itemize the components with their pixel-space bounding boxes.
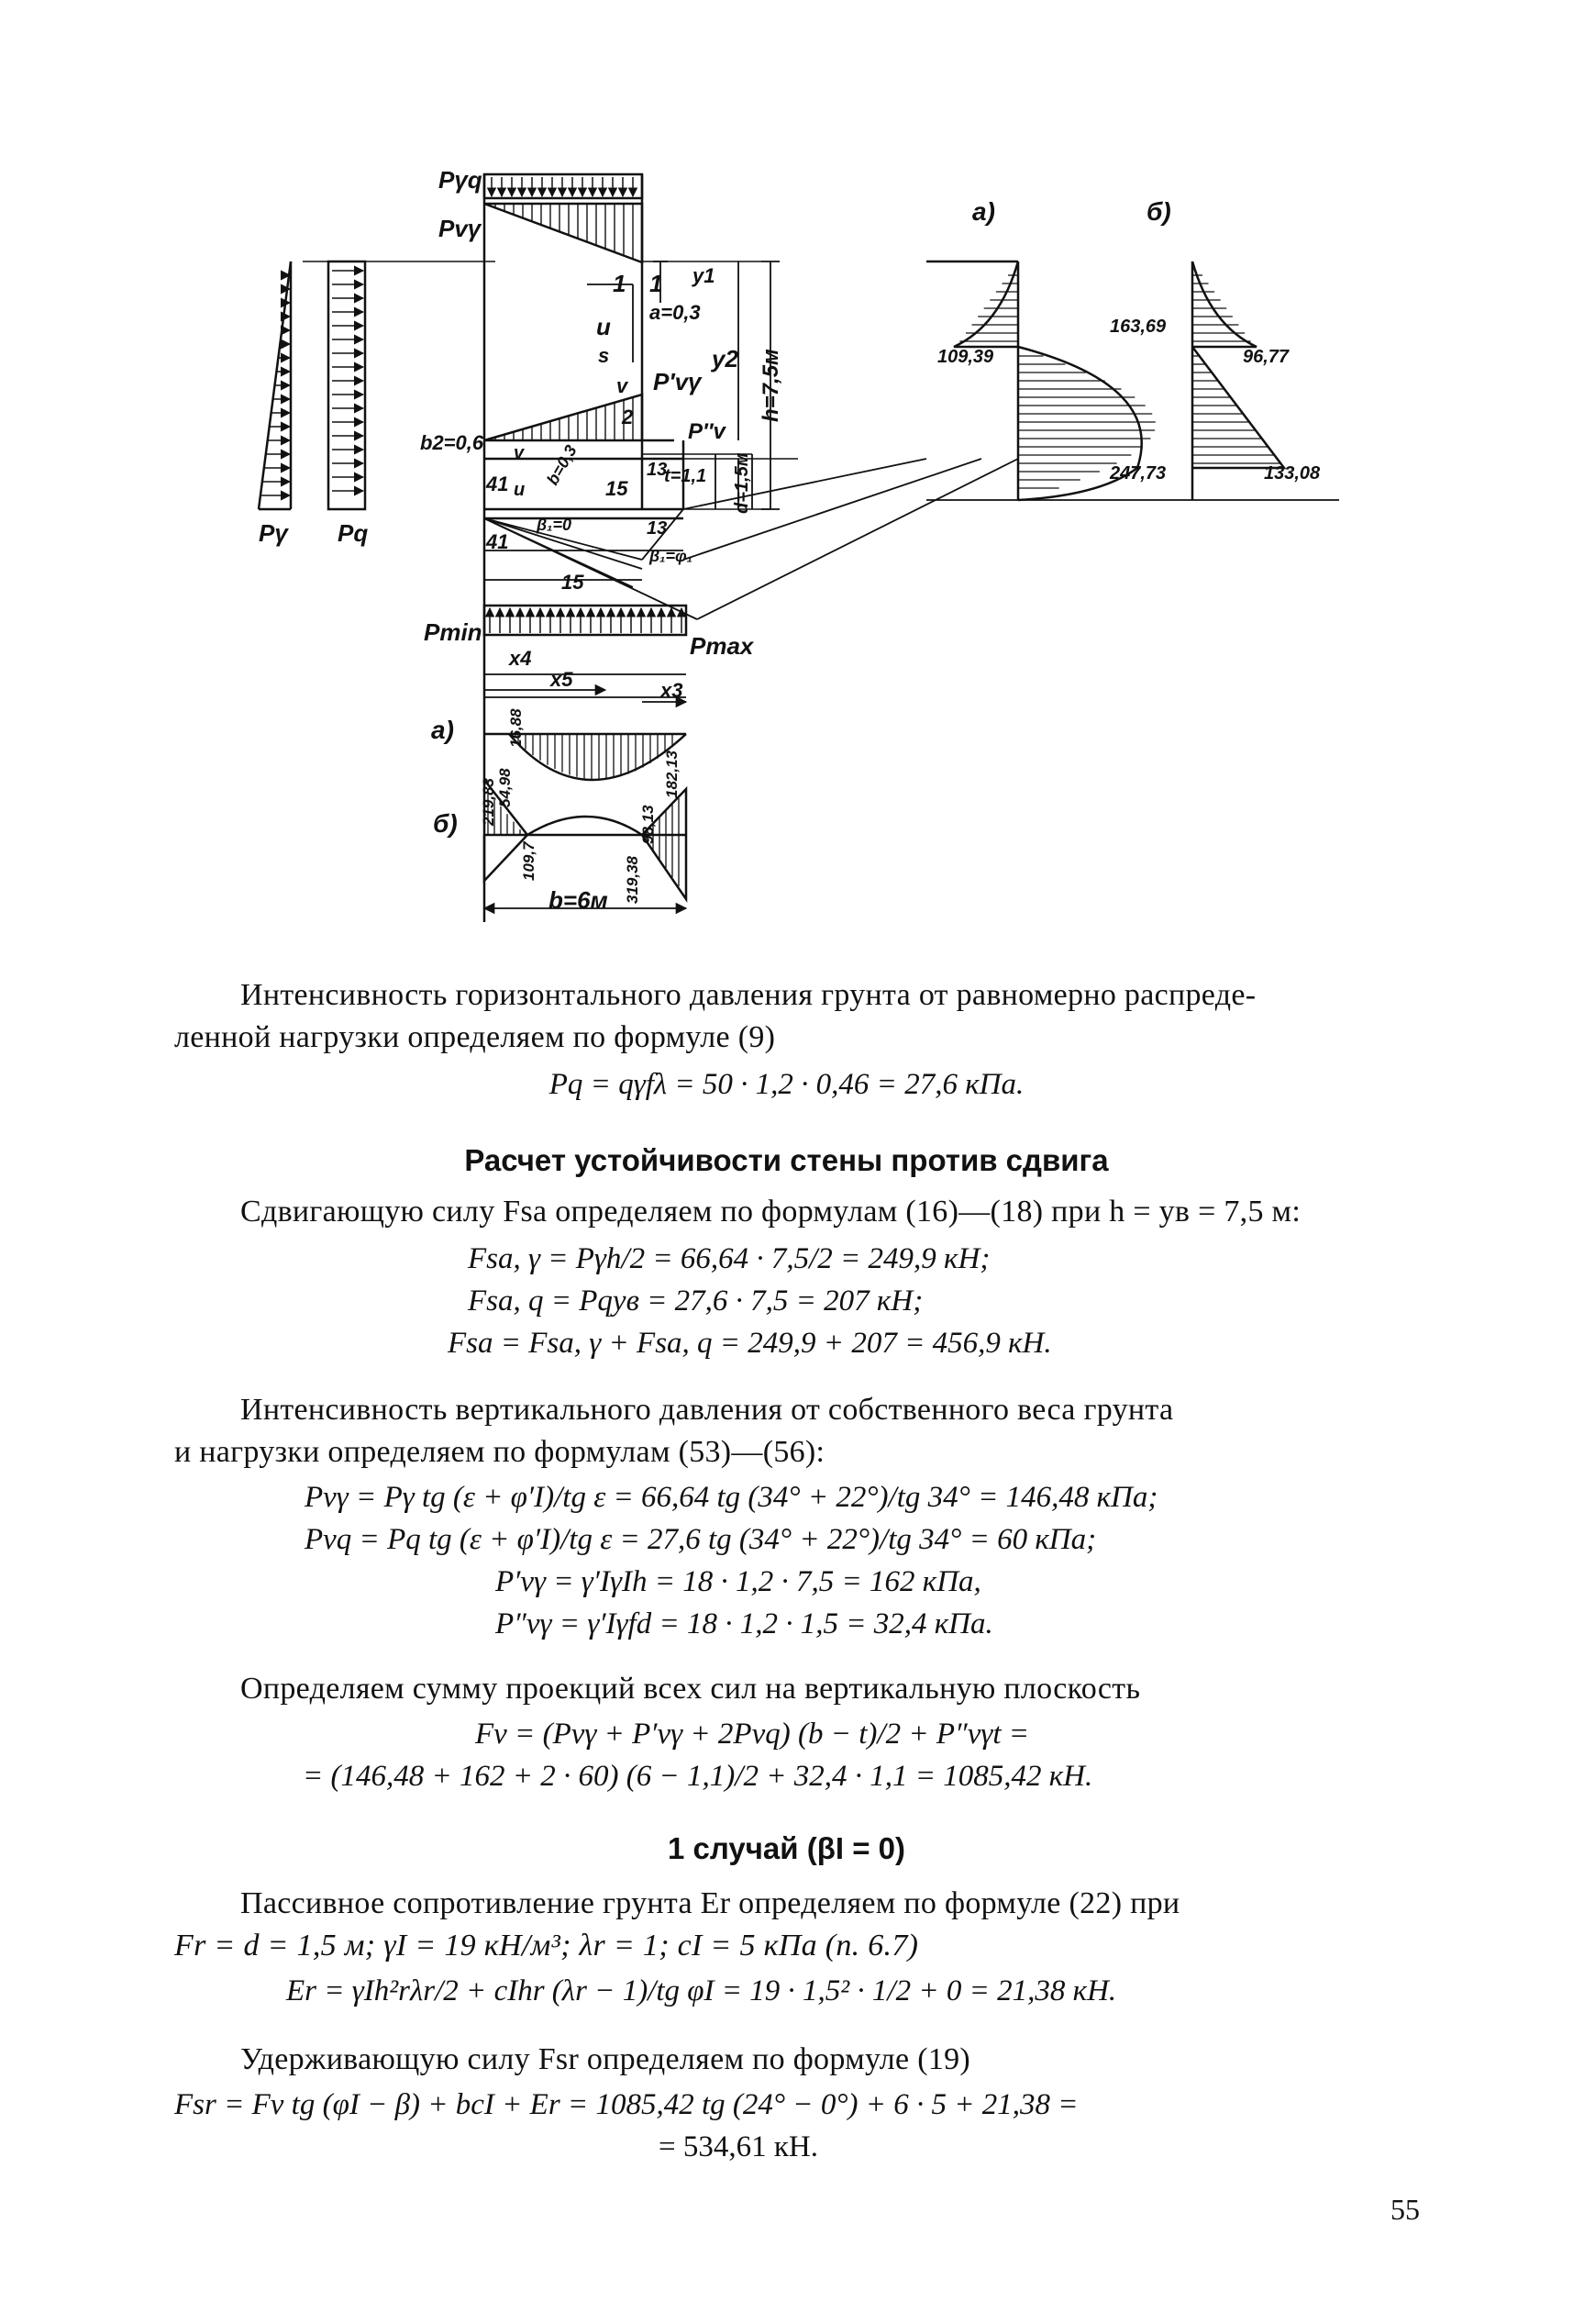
label-p-v-double: P″v: [688, 419, 726, 444]
label-n13a: 13: [647, 460, 668, 480]
equation-fsr-line1: Fsr = Fv tg (φI − β) + bcI + Er = 1085,42 tg (24° − 0°) + 6 · 5 + 21,38 =: [174, 2088, 1079, 2121]
label-n15b: 15: [561, 571, 584, 594]
label-n41a: 41: [486, 473, 509, 495]
label-y1: y1: [692, 264, 715, 287]
equation-fsa: Fsa = Fsa, γ + Fsa, q = 249,9 + 207 = 456,9 кН.: [448, 1327, 1052, 1360]
label-p-gamma-q: Pγq: [438, 166, 482, 194]
label-r-v1: 163,69: [1110, 317, 1167, 337]
label-v3: 219,83: [480, 778, 497, 826]
para5-line1: Пассивное сопротивление грунта Er определяем по формуле (22) при: [240, 1886, 1180, 1920]
p-q-diagram: [303, 261, 495, 509]
label-n15a: 15: [605, 477, 628, 500]
label-case-a-right: а): [972, 197, 995, 226]
equation-fsr-line2: = 534,61 кН.: [659, 2130, 818, 2163]
label-a-value: a=0,3: [649, 301, 701, 324]
engineering-figure: [0, 0, 1573, 973]
equation-fsa-gamma: Fsa, γ = Pγh/2 = 66,64 · 7,5/2 = 249,9 кН;: [468, 1242, 991, 1275]
label-p-max: Pmax: [690, 632, 754, 660]
label-v1: 16,88: [507, 708, 525, 748]
label-p-q: Pq: [338, 519, 369, 547]
label-b-small: b=0,3: [543, 441, 581, 488]
equation-fv-line1: Fv = (Pvγ + P′vγ + 2Pvq) (b − t)/2 + P″vγt =: [475, 1718, 1030, 1751]
label-v2: 54,98: [496, 768, 514, 807]
label-p-v-gamma-prime: P′vγ: [653, 368, 702, 395]
label-v2: v: [514, 443, 525, 463]
equation-pvgamma: Pvγ = Pγ tg (ε + φ′I)/tg ε = 66,64 tg (34° + 22°)/tg 34° = 146,48 кПа;: [305, 1481, 1158, 1514]
para5-line2: Fr = d = 1,5 м; γI = 19 кН/м³; λr = 1; cI = 5 кПа (п. 6.7): [174, 1929, 919, 1963]
top-load-block: [484, 174, 642, 262]
label-n13b: 13: [647, 518, 668, 539]
label-v6: 98,13: [639, 805, 657, 844]
equation-pvq: Pvq = Pq tg (ε + φ′I)/tg ε = 27,6 tg (34° + 22°)/tg 34° = 60 кПа;: [305, 1523, 1097, 1556]
label-x3: x3: [660, 679, 683, 702]
label-beta-bottom: β₁=0: [537, 516, 572, 534]
heading-case-1: 1 случай (βI = 0): [668, 1831, 905, 1865]
label-r-v4: 247,73: [1110, 463, 1167, 484]
equation-er: Er = γIh²rλr/2 + cIhr (λr − 1)/tg φI = 19 · 1,5² · 1/2 + 0 = 21,38 кН.: [286, 1974, 1117, 2007]
label-v: v: [616, 374, 628, 397]
para1-line2: ленной нагрузки определяем по формуле (9): [174, 1020, 776, 1054]
label-x5: x5: [550, 668, 573, 691]
para1-line1: Интенсивность горизонтального давления грунта от равномерно распреде-: [240, 978, 1257, 1012]
label-u2: u: [514, 480, 526, 500]
para4: Определяем сумму проекций всех сил на вертикальную плоскость: [240, 1672, 1141, 1706]
label-n41b: 41: [486, 530, 509, 553]
para6: Удерживающую силу Fsr определяем по формуле (19): [240, 2042, 971, 2076]
para2: Сдвигающую силу Fsa определяем по формулам (16)—(18) при h = yв = 7,5 м:: [240, 1195, 1302, 1229]
equation-pvgamma-double: P″vγ = γ′Iγfd = 18 · 1,2 · 1,5 = 32,4 кПа.: [495, 1607, 993, 1640]
label-r-v5: 133,08: [1264, 463, 1321, 484]
equation-pvgamma-prime: P′vγ = γ′IγIh = 18 · 1,2 · 7,5 = 162 кПа,: [495, 1565, 981, 1598]
label-case-b-base: б): [433, 809, 458, 838]
label-v7: 319,38: [624, 856, 641, 904]
page-number: 55: [1390, 2193, 1420, 2226]
label-r-v3: 96,77: [1243, 347, 1290, 367]
label-a-ratio: 1: [649, 270, 663, 297]
label-b2: b2=0,6: [420, 431, 484, 454]
label-v5: 182,13: [663, 751, 681, 798]
equation-fv-line2: = (146,48 + 162 + 2 · 60) (6 − 1,1)/2 + 32,4 · 1,1 = 1085,42 кН.: [303, 1760, 1093, 1793]
equation-fsa-q: Fsa, q = Pqyв = 27,6 · 7,5 = 207 кН;: [468, 1284, 924, 1318]
label-u: u: [596, 313, 611, 340]
label-t: t=1,1: [664, 466, 707, 486]
para3-line1: Интенсивность вертикального давления от собственного веса грунта: [240, 1393, 1174, 1427]
retaining-wall: [484, 174, 1018, 922]
label-n1: 1: [613, 270, 626, 297]
label-d: d=1,5м: [732, 452, 752, 514]
label-y2: y2: [712, 345, 738, 373]
label-v4: 109,7: [520, 841, 537, 881]
p-q-arrows: [332, 271, 363, 491]
label-beta-phi: β₁=φ₁: [649, 547, 693, 565]
label-r-v2: 109,39: [937, 347, 994, 367]
label-p-gamma: Pγ: [259, 519, 288, 547]
heading-shear-stability: Расчет устойчивости стены против сдвига: [464, 1143, 1109, 1177]
label-h: h=7,5м: [759, 349, 783, 422]
para3-line2: и нагрузки определяем по формулам (53)—(56):: [174, 1435, 825, 1469]
label-x4: x4: [509, 647, 532, 670]
label-p-v-gamma: Pvγ: [438, 215, 482, 242]
label-base-width: b=6м: [548, 886, 608, 914]
label-case-a-base: а): [431, 716, 454, 744]
label-case-b-right: б): [1147, 197, 1171, 226]
label-s: s: [598, 344, 610, 367]
label-n2: 2: [622, 406, 634, 428]
equation-pq: Pq = qγfλ = 50 · 1,2 · 0,46 = 27,6 кПа.: [548, 1068, 1025, 1101]
label-p-min: Pmin: [424, 618, 482, 646]
